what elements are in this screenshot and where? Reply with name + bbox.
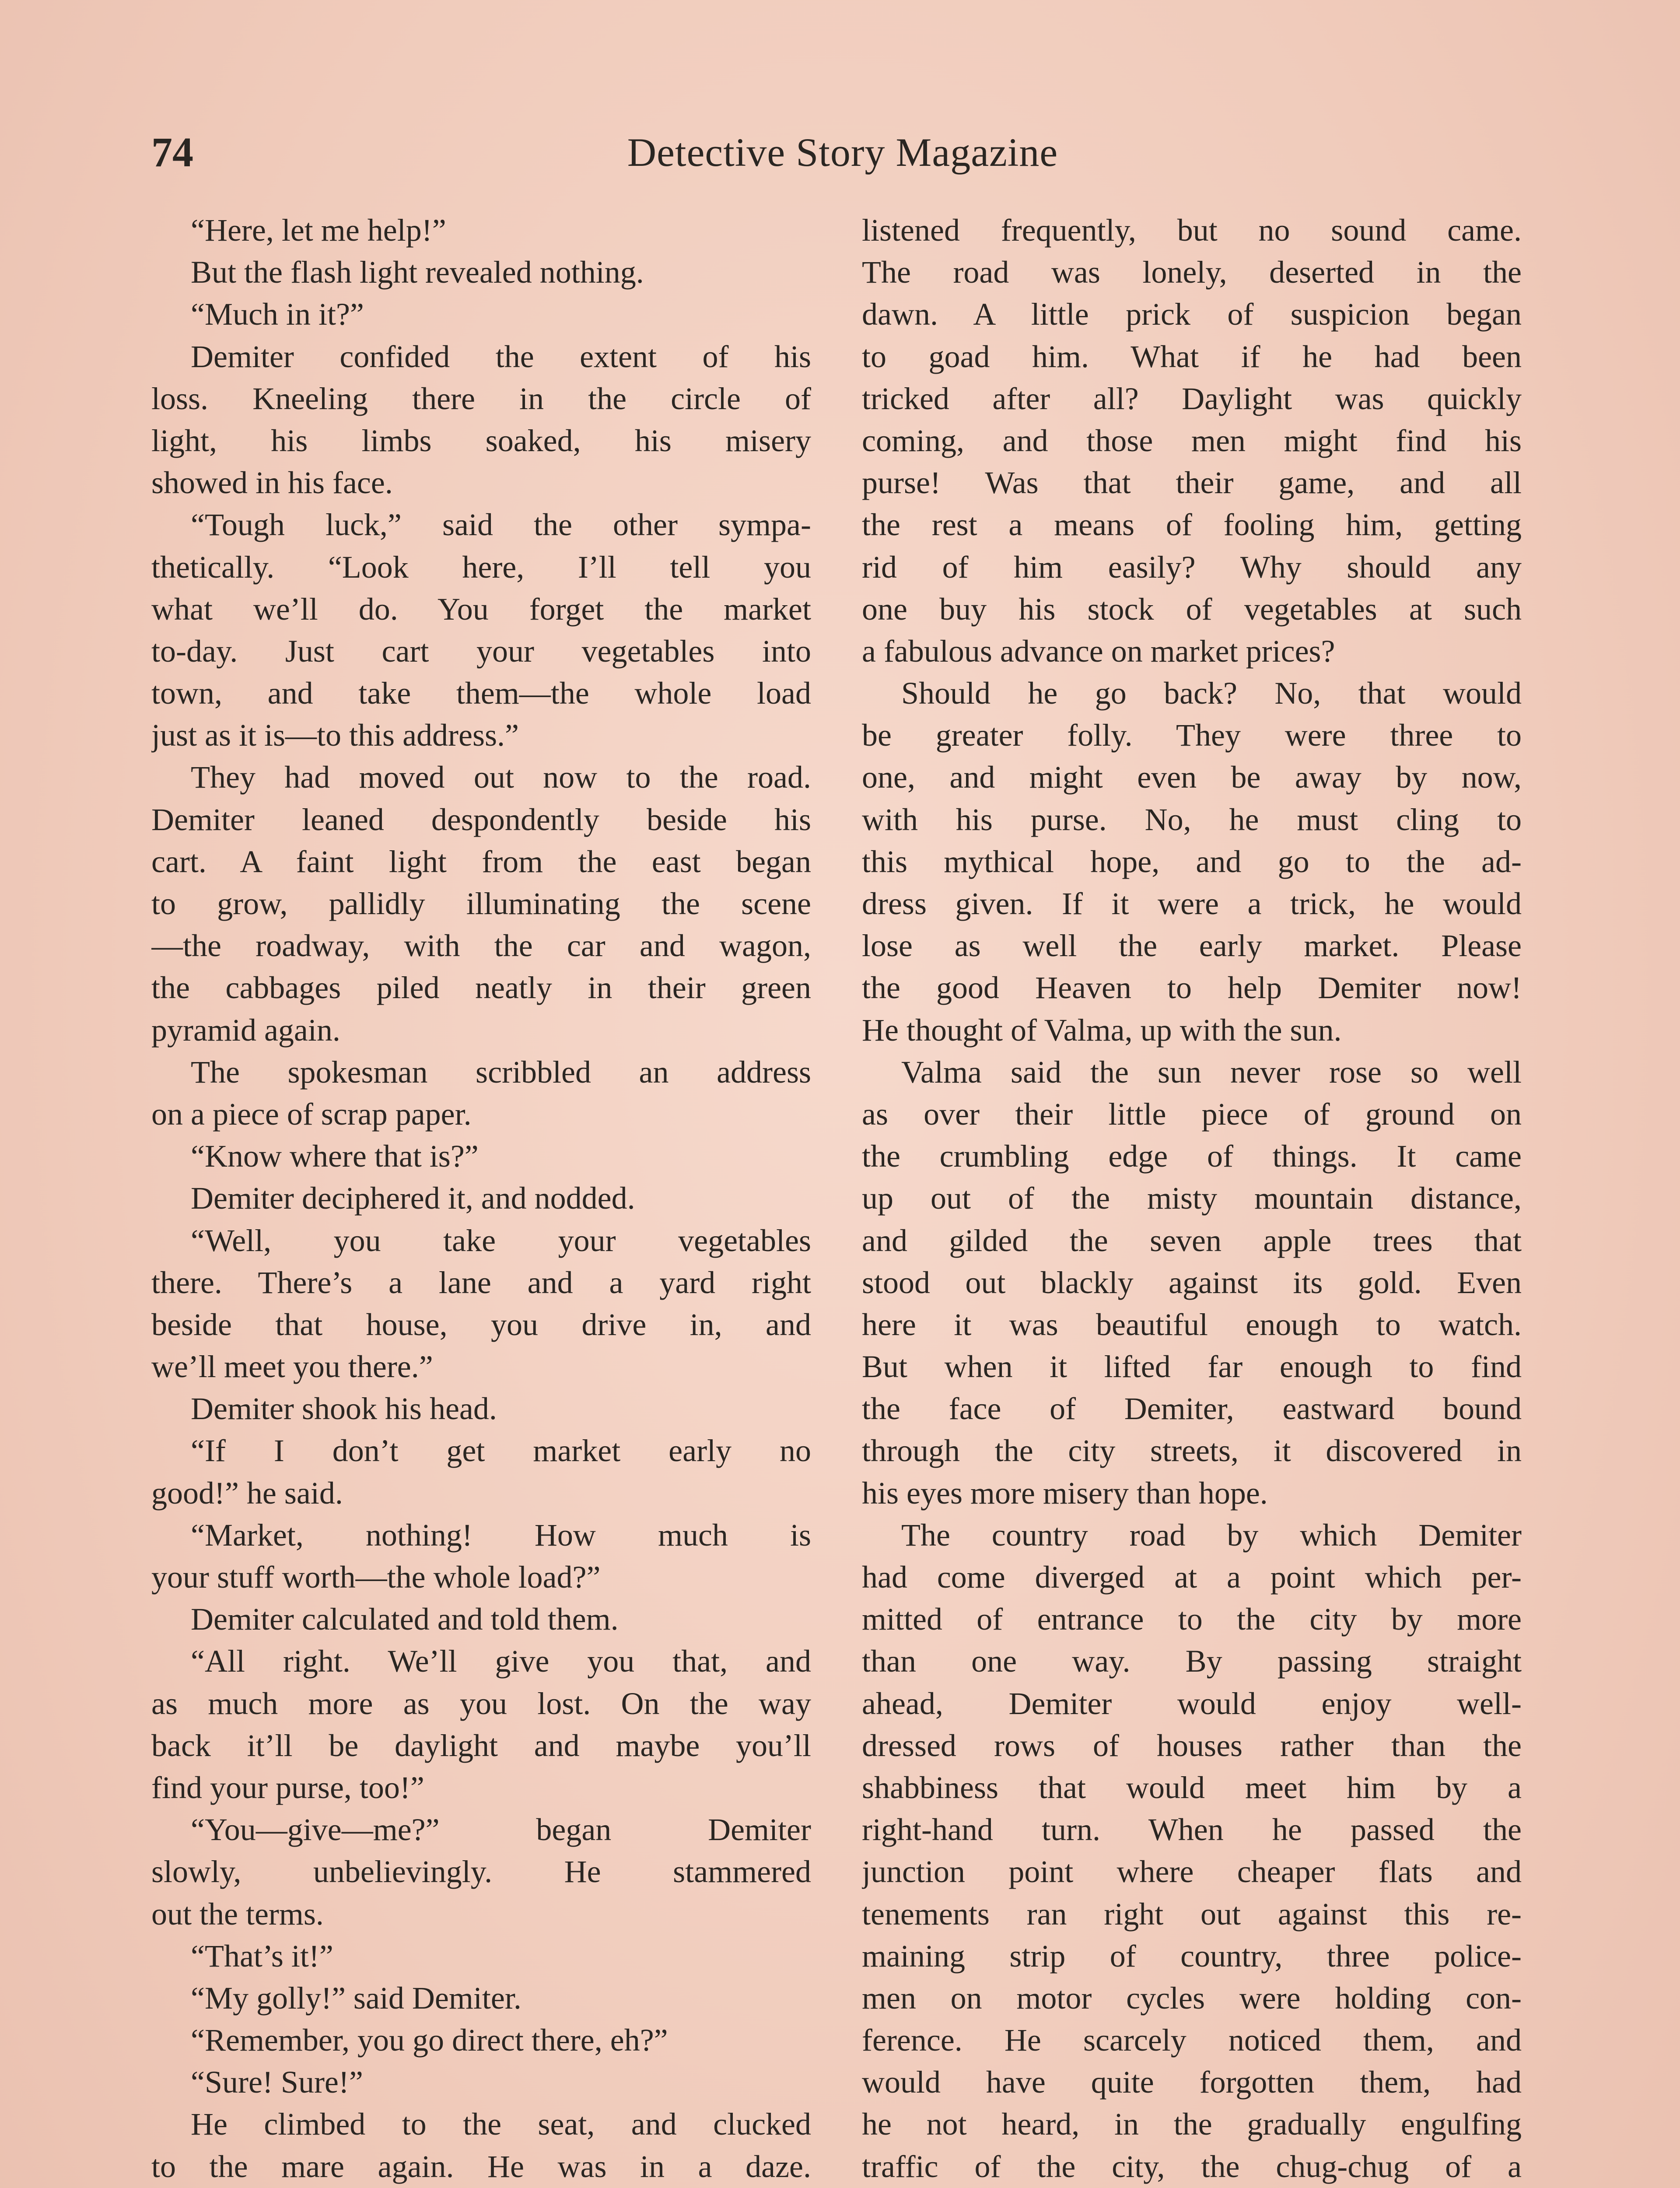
text-line: with his purse. No, he must cling to	[862, 802, 1522, 837]
text-line: “If I don’t get market early no	[191, 1433, 811, 1469]
text-line: just as it is—to this address.”	[151, 718, 519, 753]
text-line: purse! Was that their game, and all	[862, 465, 1522, 501]
text-line: “You—give—me?” began Demiter	[191, 1812, 811, 1848]
text-line: “Tough luck,” said the other sympa-	[191, 507, 811, 543]
text-line: listened frequently, but no sound came.	[862, 213, 1522, 248]
text-line: he not heard, in the gradually engulfing	[862, 2107, 1522, 2142]
text-line: town, and take them—the whole load	[151, 676, 811, 711]
text-line: dressed rows of houses rather than the	[862, 1728, 1522, 1763]
text-line: there. There’s a lane and a yard right	[151, 1265, 811, 1300]
text-line: “Know where that is?”	[191, 1139, 479, 1174]
text-line: maining strip of country, three police-	[862, 1938, 1522, 1974]
text-line: The spokesman scribbled an address	[191, 1054, 811, 1090]
text-line: Demiter deciphered it, and nodded.	[191, 1181, 635, 1216]
text-line: beside that house, you drive in, and	[151, 1307, 811, 1342]
page-header	[151, 122, 1534, 183]
text-line: as over their little piece of ground on	[862, 1096, 1522, 1132]
text-line: They had moved out now to the road.	[191, 760, 811, 795]
text-line: Demiter leaned despondently beside his	[151, 802, 811, 837]
text-line: be greater folly. They were three to	[862, 718, 1522, 753]
text-line: your stuff worth—the whole load?”	[151, 1560, 601, 1595]
text-line: “Here, let me help!”	[191, 213, 446, 248]
text-line: back it’ll be daylight and maybe you’ll	[151, 1728, 811, 1763]
text-line: stood out blackly against its gold. Even	[862, 1265, 1522, 1300]
text-line: “Well, you take your vegetables	[191, 1223, 811, 1258]
text-line: traffic of the city, the chug-chug of a	[862, 2149, 1522, 2184]
text-line: light, his limbs soaked, his misery	[151, 423, 811, 458]
text-line: his eyes more misery than hope.	[862, 1475, 1268, 1511]
text-line: a fabulous advance on market prices?	[862, 633, 1335, 669]
text-line: But the flash light revealed nothing.	[191, 255, 644, 290]
text-line: Demiter calculated and told them.	[191, 1602, 619, 1637]
text-line: one, and might even be away by now,	[862, 760, 1522, 795]
text-line: this mythical hope, and go to the ad-	[862, 844, 1522, 879]
text-line: ahead, Demiter would enjoy well-	[862, 1686, 1522, 1721]
text-line: to goad him. What if he had been	[862, 339, 1522, 374]
text-line: The road was lonely, deserted in the	[862, 255, 1522, 290]
text-line: one buy his stock of vegetables at such	[862, 591, 1522, 627]
text-line: here it was beautiful enough to watch.	[862, 1307, 1522, 1342]
text-line: and gilded the seven apple trees that	[862, 1223, 1522, 1258]
text-line: on a piece of scrap paper.	[151, 1096, 472, 1132]
text-line: rid of him easily? Why should any	[862, 549, 1522, 585]
text-line: pyramid again.	[151, 1012, 340, 1048]
text-line: junction point where cheaper flats and	[862, 1854, 1522, 1890]
text-line: The country road by which Demiter	[901, 1517, 1522, 1553]
text-line: as much more as you lost. On the way	[151, 1686, 811, 1721]
left-text-column	[151, 209, 811, 2188]
text-line: slowly, unbelievingly. He stammered	[151, 1854, 811, 1890]
text-line: ference. He scarcely noticed them, and	[862, 2023, 1522, 2058]
text-line: the good Heaven to help Demiter now!	[862, 970, 1522, 1006]
text-line: “Market, nothing! How much is	[191, 1517, 811, 1553]
text-line: find your purse, too!”	[151, 1770, 424, 1805]
text-line: to the mare again. He was in a daze.	[151, 2149, 811, 2184]
text-line: good!” he said.	[151, 1475, 343, 1511]
text-line: Demiter confided the extent of his	[191, 339, 811, 374]
text-line: cart. A faint light from the east began	[151, 844, 811, 879]
text-line: men on motor cycles were holding con-	[862, 1980, 1522, 2016]
text-line: Demiter shook his head.	[191, 1391, 497, 1427]
text-line: He thought of Valma, up with the sun.	[862, 1012, 1342, 1048]
page-number: 74	[151, 129, 193, 175]
text-line: He climbed to the seat, and clucked	[191, 2107, 811, 2142]
text-line: dawn. A little prick of suspicion began	[862, 297, 1522, 332]
text-line: lose as well the early market. Please	[862, 928, 1522, 964]
text-line: the face of Demiter, eastward bound	[862, 1391, 1522, 1427]
text-line: would have quite forgotten them, had	[862, 2065, 1522, 2100]
text-line: the crumbling edge of things. It came	[862, 1139, 1522, 1174]
text-line: than one way. By passing straight	[862, 1644, 1522, 1679]
text-line: loss. Kneeling there in the circle of	[151, 381, 811, 416]
text-line: But when it lifted far enough to find	[862, 1349, 1522, 1385]
text-line: “Sure! Sure!”	[191, 2065, 363, 2100]
text-line: the rest a means of fooling him, getting	[862, 507, 1522, 543]
text-line: Valma said the sun never rose so well	[901, 1054, 1522, 1090]
text-line: “That’s it!”	[191, 1938, 333, 1974]
text-line: what we’ll do. You forget the market	[151, 591, 811, 627]
text-line: dress given. If it were a trick, he would	[862, 886, 1522, 921]
text-line: showed in his face.	[151, 465, 393, 501]
right-text-column	[862, 209, 1522, 2188]
text-line: through the city streets, it discovered in	[862, 1433, 1522, 1469]
text-line: to grow, pallidly illuminating the scene	[151, 886, 811, 921]
text-line: “All right. We’ll give you that, and	[191, 1644, 811, 1679]
text-line: “Remember, you go direct there, eh?”	[191, 2023, 668, 2058]
text-line: mitted of entrance to the city by more	[862, 1602, 1522, 1637]
text-line: right-hand turn. When he passed the	[862, 1812, 1522, 1848]
text-line: we’ll meet you there.”	[151, 1349, 433, 1385]
text-line: shabbiness that would meet him by a	[862, 1770, 1522, 1805]
text-line: “My golly!” said Demiter.	[191, 1980, 522, 2016]
text-line: “Much in it?”	[191, 297, 364, 332]
text-line: up out of the misty mountain distance,	[862, 1181, 1522, 1216]
text-line: had come diverged at a point which per-	[862, 1560, 1522, 1595]
text-line: coming, and those men might find his	[862, 423, 1522, 458]
text-line: out the terms.	[151, 1896, 324, 1932]
text-line: tricked after all? Daylight was quickly	[862, 381, 1522, 416]
text-line: to-day. Just cart your vegetables into	[151, 633, 811, 669]
text-line: thetically. “Look here, I’ll tell you	[151, 549, 811, 585]
running-title: Detective Story Magazine	[627, 130, 1058, 175]
text-line: the cabbages piled neatly in their green	[151, 970, 811, 1006]
text-line: Should he go back? No, that would	[901, 676, 1522, 711]
text-line: —the roadway, with the car and wagon,	[151, 928, 811, 964]
text-line: tenements ran right out against this re-	[862, 1896, 1522, 1932]
